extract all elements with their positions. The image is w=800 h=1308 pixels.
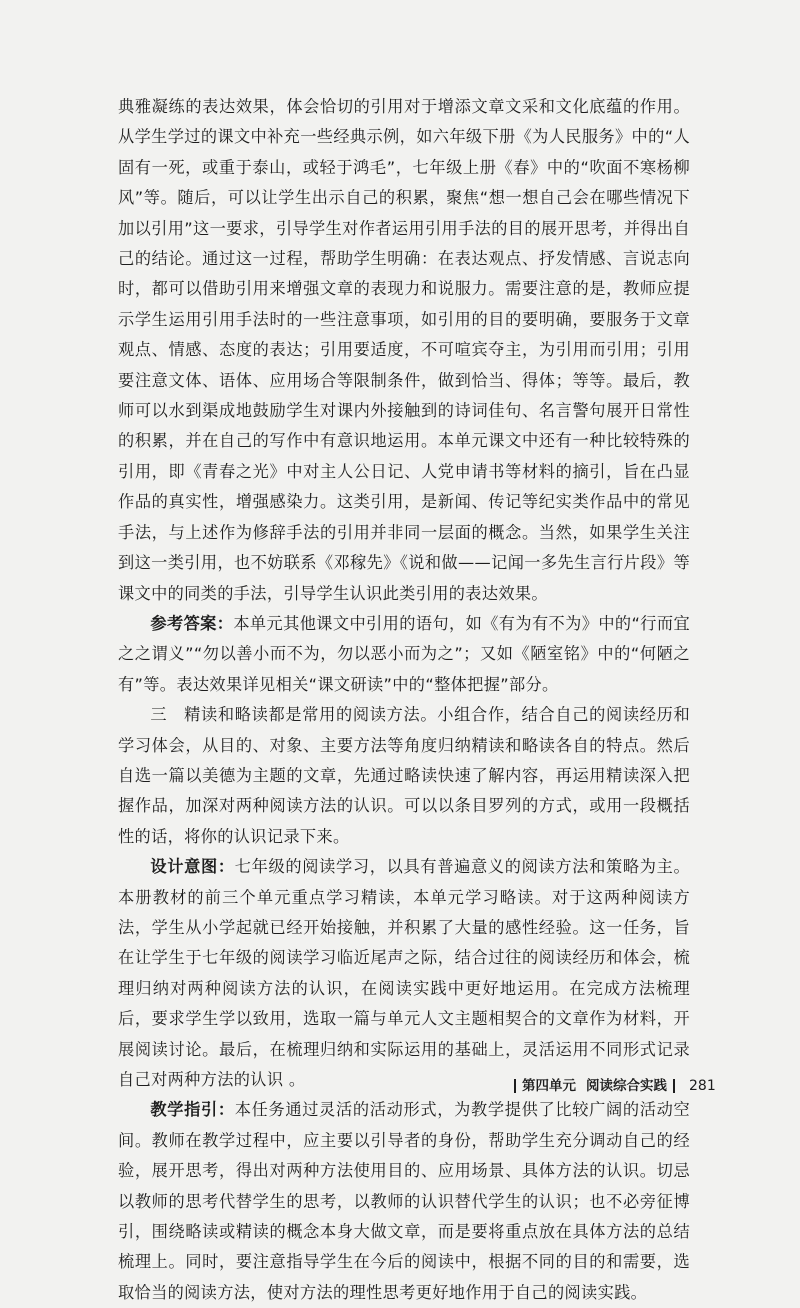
page-number: 281	[689, 1078, 716, 1094]
paragraph-text: 典雅凝练的表达效果，体会恰切的引用对于增添文章文采和文化底蕴的作用。从学生学过的课文中补充一些经典示例，如六年级下册《为人民服务》中的“人固有一死，或重于泰山，或轻于鸿毛”，七年级上册《春》中的“吹面不寒杨柳风”等。随后，可以让学生出示自己的积累，聚焦“想一想自己会在哪些情况下加以引用”这一要求，引导学生对作者运用引用手法的目的展开思考，并得出自己的结论。通过这一过程，帮助学生明确：在表达观点、抒发情感、言说志向时，都可以借助引用来增强文章的表现力和说服力。需要注意的是，教师应提示学生运用引用手法时的一些注意事项，如引用的目的要明确，要服务于文章观点、情感、态度的表达；引用要适度，不可喧宾夺主，为引用而引用；引用要注意文体、语体、应用场合等限制条件，做到恰当、得体；等等。最后，教师可以水到渠成地鼓励学生对课内外接触到的诗词佳句、名言警句展开日常性的积累，并在自己的写作中有意识地运用。本单元课文中还有一种比较特殊的引用，即《青春之光》中对主人公日记、人党申请书等材料的摘引，旨在凸显作品的真实性，增强感染力。这类引用，是新闻、传记等纪实类作品中的常见手法，与上述作为修辞手法的引用并非同一层面的概念。当然，如果学生关注到这一类引用，也不妨联系《邓稼先》《说和做——记闻一多先生言行片段》等课文中的同类的手法，引导学生认识此类引用的表达效果。	[118, 97, 690, 603]
paragraph-text: 三 精读和略读都是常用的阅读方法。小组合作，结合自己的阅读经历和学习体会，从目的、对象、主要方法等角度归纳精读和略读各自的特点。然后自选一篇以美德为主题的文章，先通过略读快速了解内容，再运用精读深入把握作品，加深对两种阅读方法的认识。可以以条目罗列的方式，或用一段概括性的话，将你的认识记录下来。	[118, 705, 690, 846]
footer-divider	[514, 1079, 516, 1093]
paragraph-design-intent	[118, 852, 690, 1095]
paragraph-citation-discussion	[118, 92, 690, 609]
paragraph-text: 本任务通过灵活的活动形式，为教学提供了比较广阔的活动空间。教师在教学过程中，应主要以引导者的身份，帮助学生充分调动自己的经验，展开思考，得出对两种方法使用目的、应用场景、具体方法的认识。切忌以教师的思考代替学生的思考，以教师的认识替代学生的认识；也不必旁征博引，围绕略读或精读的概念本身大做文章，而是要将重点放在具体方法的总结梳理上。同时，要注意指导学生在今后的阅读中，根据不同的目的和需要，选取恰当的阅读方法，使对方法的理性思考更好地作用于自己的阅读实践。	[118, 1100, 691, 1302]
page-body	[118, 92, 690, 1308]
footer-section: 阅读综合实践	[586, 1078, 667, 1094]
paragraph-lead: 设计意图：	[150, 857, 235, 877]
paragraph-reference-answer	[118, 609, 690, 700]
paragraph-lead: 参考答案：	[150, 613, 234, 633]
paragraph-teaching-guidance	[118, 1095, 690, 1308]
paragraph-text: 本单元其他课文中引用的语句，如《有为有不为》中的“行而宜之之谓义”“勿以善小而不为，勿以恶小而为之”；又如《陋室铭》中的“何陋之有”等。表达效果详见相关“课文研读”中的“整体把握”部分。	[118, 613, 691, 694]
paragraph-task-three	[118, 700, 690, 852]
footer-divider	[673, 1079, 675, 1093]
footer-unit: 第四单元	[522, 1078, 576, 1094]
paragraph-lead: 教学指引：	[150, 1100, 235, 1120]
page-footer	[508, 1075, 716, 1097]
paragraph-text: 七年级的阅读学习，以具有普遍意义的阅读方法和策略为主。本册教材的前三个单元重点学习精读，本单元学习略读。对于这两种阅读方法，学生从小学起就已经开始接触，并积累了大量的感性经验。这一任务，旨在让学生于七年级的阅读学习临近尾声之际，结合过往的阅读经历和体会，梳理归纳对两种阅读方法的认识，在阅读实践中更好地运用。在完成方法梳理后，要求学生学以致用，选取一篇与单元人文主题相契合的文章作为材料，开展阅读讨论。最后，在梳理归纳和实际运用的基础上，灵活运用不同形式记录自己对两种方法的认识 。	[118, 857, 691, 1089]
